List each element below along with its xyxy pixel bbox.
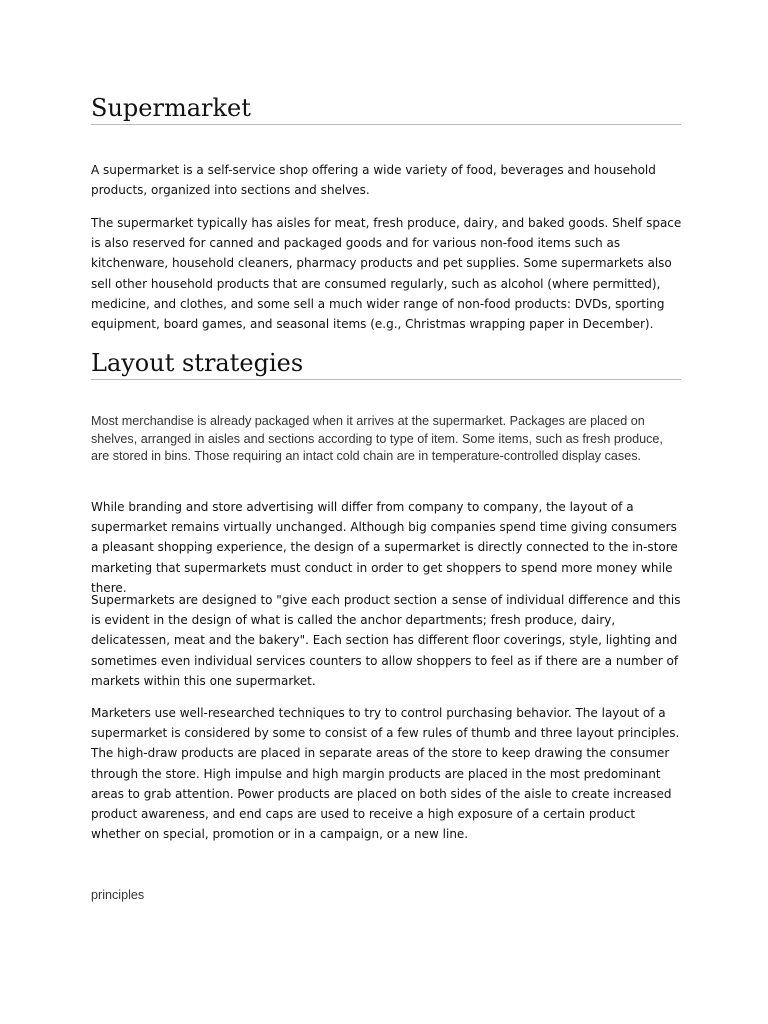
section-paragraph-1: Most merchandise is already packaged when it arrives at the supermarket. Packages are placed on shelves, arranged in aisles and sections according to type of item. Some items, such as fresh produce, are stored in bins. Those requiring an intact cold chain are in temperature-controlled display cases. (91, 414, 663, 463)
section-paragraph-4: Marketers use well-researched techniques to try to control purchasing behavior. The layout of a supermarket is considered by some to consist of a few rules of thumb and three layout principles. The high-draw products are placed in separate areas of the store to keep drawing the consumer through the store. High impulse and high margin products are placed in the most predominant areas to grab attention. Power products are placed on both sides of the aisle to create increased product awareness, and end caps are used to receive a high exposure of a certain product whether on special, promotion or in a campaign, or a new line. (91, 706, 680, 842)
intro-paragraph-1: A supermarket is a self-service shop offering a wide variety of food, beverages and household products, organized into sections and shelves. (91, 163, 656, 198)
intro-paragraph-2: The supermarket typically has aisles for meat, fresh produce, dairy, and baked goods. Shelf space is also reserved for canned and packaged goods and for various non-food items such as kitchenware, household cleaners, pharmacy products and pet supplies. Some supermarkets also sell other household products that are consumed regularly, such as alcohol (where permitted), medicine, and clothes, and some sell a much wider range of non-food products: DVDs, sporting equipment, board games, and seasonal items (e.g., Christmas wrapping paper in December). (91, 216, 682, 332)
section-paragraph-3: Supermarkets are designed to "give each product section a sense of individual difference and this is evident in the design of what is called the anchor departments; fresh produce, dairy, delicatessen, meat and the bakery". Each section has different floor coverings, style, lighting and sometimes even individual services counters to allow shoppers to feel as if there are a number of markets within this one supermarket. (91, 593, 681, 688)
page-title: Supermarket (91, 93, 681, 125)
section-title-layout-strategies: Layout strategies (91, 348, 681, 380)
section-paragraph-2: While branding and store advertising will differ from company to company, the layout of a supermarket remains virtually unchanged. Although big companies spend time giving consumers a pleasant shopping experience, the design of a supermarket is directly connected to the in-store marketing that supermarkets must conduct in order to get shoppers to spend more money while there. (91, 500, 678, 595)
trailing-text: principles (91, 888, 145, 902)
